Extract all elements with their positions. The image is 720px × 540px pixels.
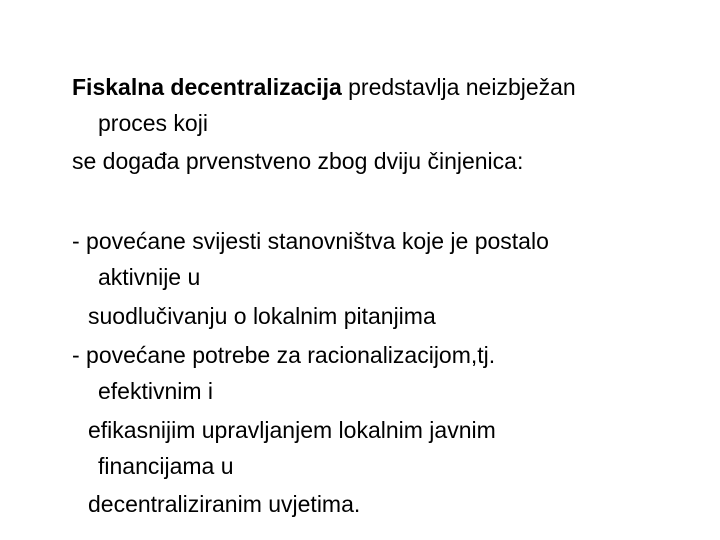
- bullet-1-line-1: - povećane svijesti stanovništva koje je postalo: [72, 228, 549, 254]
- intro-line-2: proces koji: [98, 110, 208, 136]
- intro-line-1: [72, 76, 576, 99]
- intro-line-3: se događa prvenstveno zbog dviju činjenica:: [72, 148, 524, 174]
- bullet-2-line-5: decentraliziranim uvjetima.: [88, 491, 361, 517]
- bullet-2-line-2: efektivnim i: [98, 378, 214, 404]
- intro-bold-term: Fiskalna decentralizacija: [72, 74, 342, 100]
- bullet-1-line-3: suodlučivanju o lokalnim pitanjima: [88, 303, 436, 329]
- bullet-1-line-2: aktivnije u: [98, 264, 201, 290]
- bullet-2-line-3: efikasnijim upravljanjem lokalnim javnim: [88, 417, 496, 443]
- intro-line-1-rest: predstavlja neizbježan: [341, 74, 576, 100]
- bullet-2-line-1: - povećane potrebe za racionalizacijom,tj.: [72, 342, 496, 368]
- bullet-2-line-4: financijama u: [98, 453, 234, 479]
